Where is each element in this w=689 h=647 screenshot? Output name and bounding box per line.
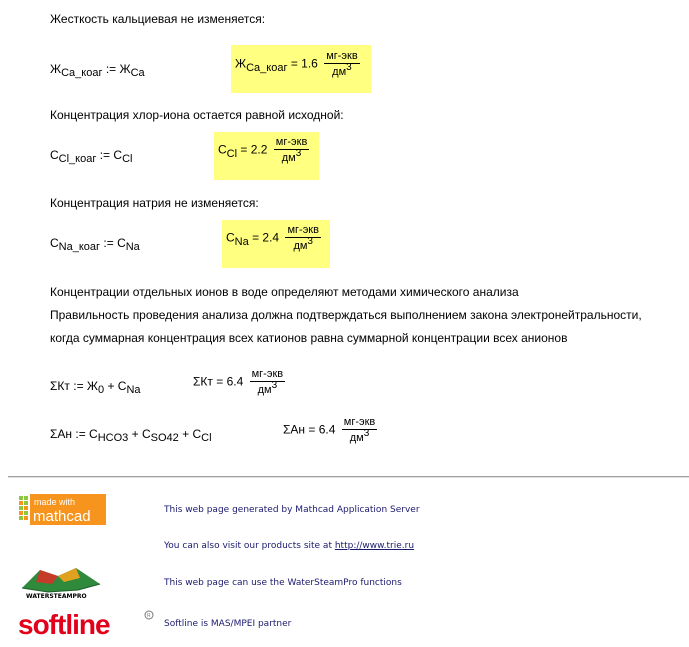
footer-generated-text: This web page generated by Mathcad Application Server [164, 505, 420, 515]
trie-site-link[interactable]: http://www.trie.ru [334, 541, 415, 551]
eq-ca-definition: ЖCa_коаг := ЖCa [50, 62, 145, 79]
eq-anions-definition: ΣАн := CHCO3 + CSO42 + CCl [50, 427, 212, 444]
watersteampro-logo[interactable] [18, 562, 104, 600]
unit-fraction: $\frac{\text{мг-экв}}{дм3}$ [326, 50, 358, 78]
unit-fraction: $\frac{\text{мг-экв}}{дм3}$ [287, 224, 319, 252]
unit-fraction: $\frac{\text{мг-экв}}{дм3}$ [343, 416, 376, 444]
text-chloride: Концентрация хлор-иона остается равной исходной: [50, 108, 344, 122]
footer-divider [8, 476, 689, 478]
footer-watersteampro-text: This web page can use the WaterSteamPro functions [164, 578, 402, 588]
text-analysis-3: когда суммарная концентрация всех катионов равна суммарной концентрации всех анионов [50, 331, 568, 345]
text-analysis-2: Правильность проведения анализа должна подтверждаться выполнением закона электронейтральности, [50, 308, 642, 322]
unit-fraction: $\frac{\text{мг-экв}}{дм3}$ [251, 368, 284, 396]
footer-visit-text: You can also visit our products site at http://www.trie.ru [164, 541, 415, 551]
eq-na-definition: CNa_коаг := CNa [50, 236, 140, 253]
svg-text:R: R [147, 613, 151, 619]
svg-text:mathcad: mathcad [33, 508, 91, 525]
eq-na-result: CNa = 2.4 $\frac{\text{мг-экв}}{дм3}$ [226, 224, 319, 252]
svg-text:softline: softline [18, 609, 110, 640]
text-calcium-hardness: Жесткость кальциевая не изменяется: [50, 12, 266, 26]
eq-anions-result: ΣАн = 6.4 $\frac{\text{мг-экв}}{дм3}$ [283, 416, 376, 444]
text-analysis-1: Концентрации отдельных ионов в воде определяют методами химического анализа [50, 285, 519, 299]
unit-fraction: $\frac{\text{мг-экв}}{дм3}$ [275, 136, 308, 164]
eq-cations-definition: ΣКт := Ж0 + CNa [50, 379, 141, 396]
svg-text:WATERSTEAMPRO: WATERSTEAMPRO [26, 593, 87, 600]
footer-partner-text: Softline is MAS/MPEI partner [164, 619, 292, 629]
eq-cl-result: CCl = 2.2 $\frac{\text{мг-экв}}{дм3}$ [218, 136, 308, 164]
eq-cl-definition: CCl_коаг := CCl [50, 148, 133, 165]
text-sodium: Концентрация натрия не изменяется: [50, 196, 259, 210]
made-with-mathcad-logo[interactable] [18, 494, 106, 525]
svg-text:made with: made with [34, 497, 76, 507]
eq-ca-result: ЖCa_коаг = 1.6 $\frac{\text{мг-экв}}{дм3}$ [235, 50, 358, 78]
softline-logo[interactable] [18, 609, 154, 641]
eq-cations-result: ΣКт = 6.4 $\frac{\text{мг-экв}}{дм3}$ [193, 368, 284, 396]
